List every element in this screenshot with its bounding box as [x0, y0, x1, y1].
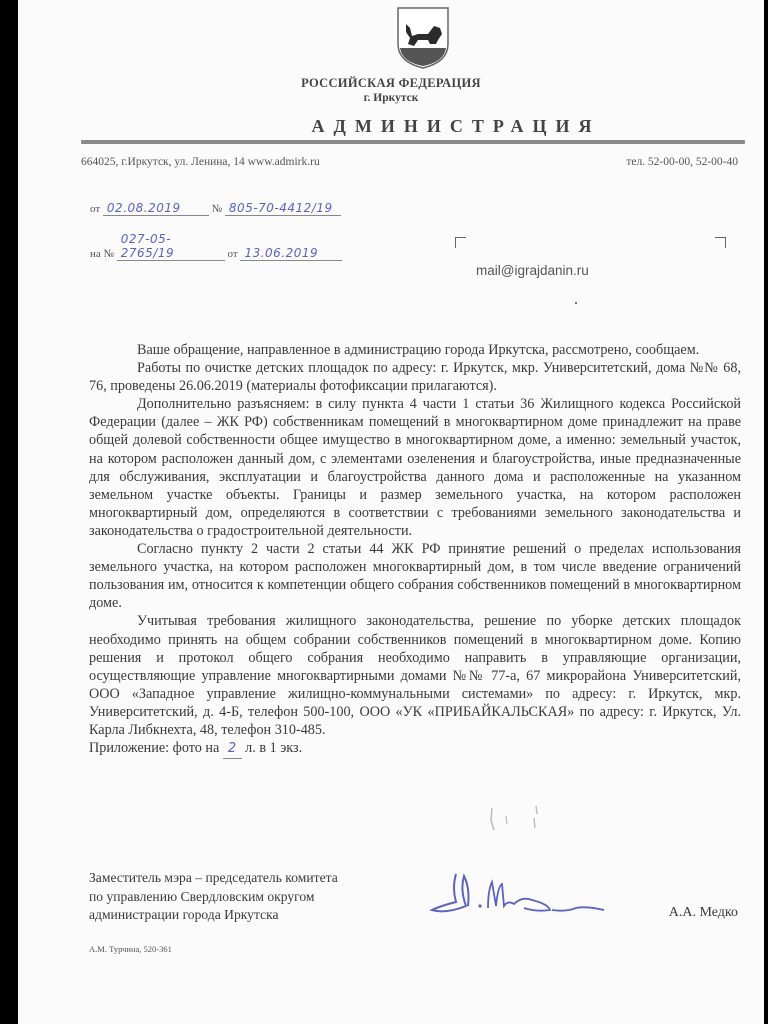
from-label: от	[90, 203, 101, 215]
paragraph: Учитывая требования жилищного законодательства, решение по уборке детских площадок необходимо принять на общем собрании собственников помещений в многоквартирном доме. Копию решения и протокол общего собрания необходимо направить в управляющие организации, осуществляющие управление многоквартирными домами №№ 77-а, 67 микрорайона Университетский, ООО «Западное управление жилищно-коммунальными системами» по адресу: г. Иркутск, мкр. Университетский, д. 4-Б, телефон 500-100, ООО «УК «ПРИБАЙКАЛЬСКАЯ» по адресу: г. Иркутск, Ул. Карла Либкнехта, 48, телефон 310-485.	[89, 613, 741, 738]
number-label: №	[211, 203, 223, 215]
outgoing-number: 805-70-4412/19	[225, 201, 341, 216]
paragraph: Согласно пункту 2 части 2 статьи 44 ЖК РФ принятие решений о пределах использования земельного участка, на котором расположен многоквартирный дом, в том числе введение ограничений пользования им, относится к компетенции общего собрания собственников помещений в многоквартирном доме.	[89, 541, 741, 612]
organization-heading: АДМИНИСТРАЦИЯ	[311, 116, 601, 136]
attachment-line	[89, 739, 741, 759]
handwritten-signature	[426, 866, 616, 926]
incoming-date: 13.06.2019	[240, 246, 342, 261]
attachment-suffix: л. в 1 экз.	[245, 740, 303, 757]
role-line: Заместитель мэра – председатель комитета	[89, 870, 338, 885]
letter-body	[89, 341, 741, 759]
reply-label: на №	[90, 248, 115, 260]
paragraph: Ваше обращение, направленное в администрацию города Иркутска, рассмотрено, сообщаем.	[137, 342, 700, 358]
outgoing-date: 02.08.2019	[103, 201, 209, 216]
signatory-role	[89, 869, 338, 925]
scan-artifact	[484, 804, 554, 838]
incoming-number: 027-05-2765/19	[117, 232, 225, 261]
incoming-reference	[90, 232, 342, 261]
address-corner-right	[715, 237, 726, 248]
address-corner-left	[455, 237, 466, 248]
scan-speck	[575, 302, 577, 304]
reply-date-label: от	[227, 248, 238, 260]
country-heading: РОССИЙСКАЯ ФЕДЕРАЦИЯ	[301, 76, 481, 90]
letter-page	[18, 0, 764, 1024]
executor-line: А.М. Турчина, 520-361	[89, 944, 172, 954]
coat-of-arms-icon	[394, 4, 452, 70]
outgoing-reference	[90, 201, 341, 216]
address-line: 664025, г.Иркутск, ул. Ленина, 14 www.admirk.ru	[81, 156, 320, 168]
recipient-email: mail@igrajdanin.ru	[476, 263, 589, 278]
role-line: по управлению Свердловским округом	[89, 888, 315, 904]
paragraph: Дополнительно разъясняем: в силу пункта 4 части 1 статьи 36 Жилищного кодекса Российской Федерации (далее – ЖК РФ) собственникам помещений в многоквартирном доме принадлежит на праве общей долевой собственности общее имущество в многоквартирном доме, а именно: земельный участок, на котором расположен данный дом, с элементами озеленения и благоустройства, иные предназначенные для обслуживания, эксплуатации и благоустройства данного дома и расположенные на указанном земельном участке объекты. Границы и размер земельного участка, на котором расположен многоквартирный дом, определяются в соответствии с требованиями земельного законодательства и законодательства о градостроительной деятельности.	[89, 396, 741, 539]
header-rule	[81, 140, 745, 144]
signatory-name: А.А. Медко	[668, 905, 738, 920]
city-heading: г. Иркутск	[363, 92, 419, 104]
attachment-prefix: Приложение: фото на	[89, 740, 220, 757]
attachment-pages: 2	[223, 740, 242, 759]
paragraph: Работы по очистке детских площадок по адресу: г. Иркутск, мкр. Университетский, дома №№ 68, 76, проведены 26.06.2019 (материалы фотофиксации прилагаются).	[89, 360, 741, 395]
phone-line: тел. 52-00-00, 52-00-40	[626, 156, 738, 168]
role-line: администрации города Иркутска	[89, 907, 279, 922]
